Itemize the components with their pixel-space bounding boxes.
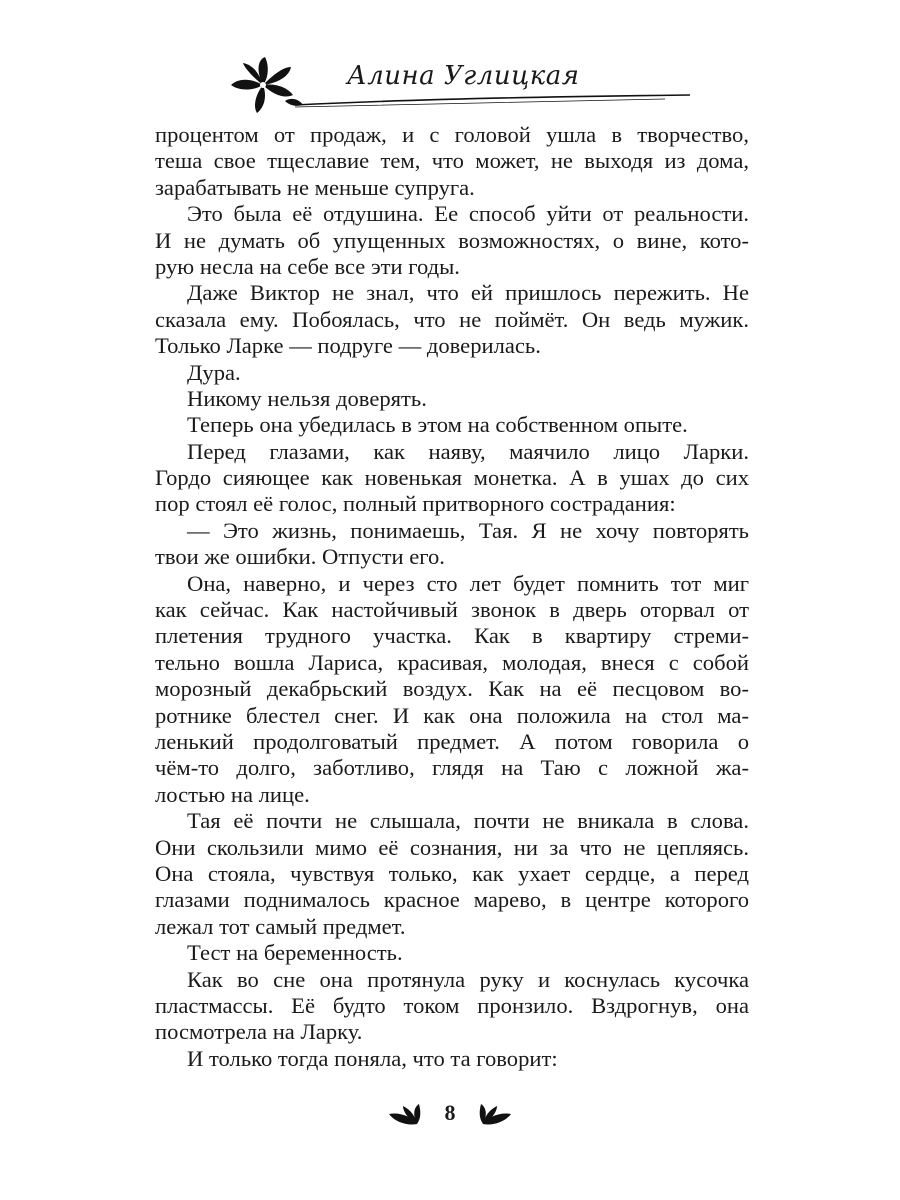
text-line: пор стоял её голос, полный притворного сострадания:	[155, 491, 676, 517]
text-line: теша свое тщеславие тем, что может, не выходя из дома,	[155, 148, 749, 174]
text-line: Дура.	[187, 359, 241, 385]
text-line: тельно вошла Лариса, красивая, молодая, внеся с собой	[155, 649, 749, 675]
text-line: пластмассы. Её будто током пронзило. Вздрогнув, она	[155, 992, 749, 1018]
leaf-ornament-right-icon	[479, 1104, 513, 1128]
text-line: плетения трудного участка. Как в квартиру стреми-	[155, 623, 749, 649]
author-name: Алина Углицкая	[347, 61, 580, 91]
text-line: Тест на беременность.	[187, 940, 403, 966]
page-footer	[375, 1098, 525, 1138]
running-header	[225, 55, 695, 115]
body-text	[155, 122, 749, 1072]
text-line: Они скользили мимо её сознания, ни за что не цепляясь.	[155, 834, 749, 860]
text-line: Перед глазами, как наяву, маячило лицо Ларки.	[187, 438, 749, 464]
text-line: посмотрела на Ларку.	[155, 1019, 363, 1045]
text-line: Теперь она убедилась в этом на собственном опыте.	[187, 412, 688, 438]
text-line: лостью на лице.	[155, 781, 310, 807]
text-line: Она, наверно, и через сто лет будет помнить тот миг	[187, 570, 749, 596]
text-line: Гордо сияющее как новенькая монетка. А в ушах до сих	[155, 465, 749, 491]
text-line: Никому нельзя доверять.	[187, 385, 427, 411]
text-line: Даже Виктор не знал, что ей пришлось пережить. Не	[187, 280, 749, 306]
text-line: ленький продолговатый предмет. А потом говорила о	[155, 728, 749, 754]
text-line: — Это жизнь, понимаешь, Тая. Я не хочу повторять	[187, 517, 749, 543]
text-line: И не думать об упущенных возможностях, о вине, кото-	[155, 227, 749, 253]
text-line: Только Ларке — подруге — доверилась.	[155, 333, 541, 359]
text-line: чём-то долго, заботливо, глядя на Таю с ложной жа-	[155, 755, 749, 781]
text-line: Как во сне она протянула руку и коснулась кусочка	[187, 966, 749, 992]
text-line: зарабатывать не меньше супруга.	[155, 174, 475, 200]
page-number: 8	[444, 1100, 456, 1125]
text-line: как сейчас. Как настойчивый звонок в дверь оторвал от	[155, 597, 749, 623]
text-line: сказала ему. Побоялась, что не поймёт. Он ведь мужик.	[155, 306, 749, 332]
text-line: процентом от продаж, и с головой ушла в творчество,	[155, 122, 749, 147]
text-line: ротнике блестел снег. И как она положила на стол ма-	[155, 702, 749, 728]
text-line: твои же ошибки. Отпусти его.	[155, 544, 445, 570]
text-line: Она стояла, чувствуя только, как ухает сердце, а перед	[155, 860, 749, 886]
text-line: глазами поднималось красное марево, в центре которого	[155, 887, 749, 913]
text-line: морозный декабрьский воздух. Как на её песцовом во-	[155, 676, 749, 702]
text-line: Тая её почти не слышала, почти не вникала в слова.	[187, 808, 749, 834]
text-line: лежал тот самый предмет.	[155, 913, 406, 939]
text-line: рую несла на себе все эти годы.	[155, 253, 460, 279]
text-line: И только тогда поняла, что та говорит:	[187, 1045, 558, 1071]
text-line: Это была её отдушина. Ее способ уйти от реальности.	[187, 201, 749, 227]
